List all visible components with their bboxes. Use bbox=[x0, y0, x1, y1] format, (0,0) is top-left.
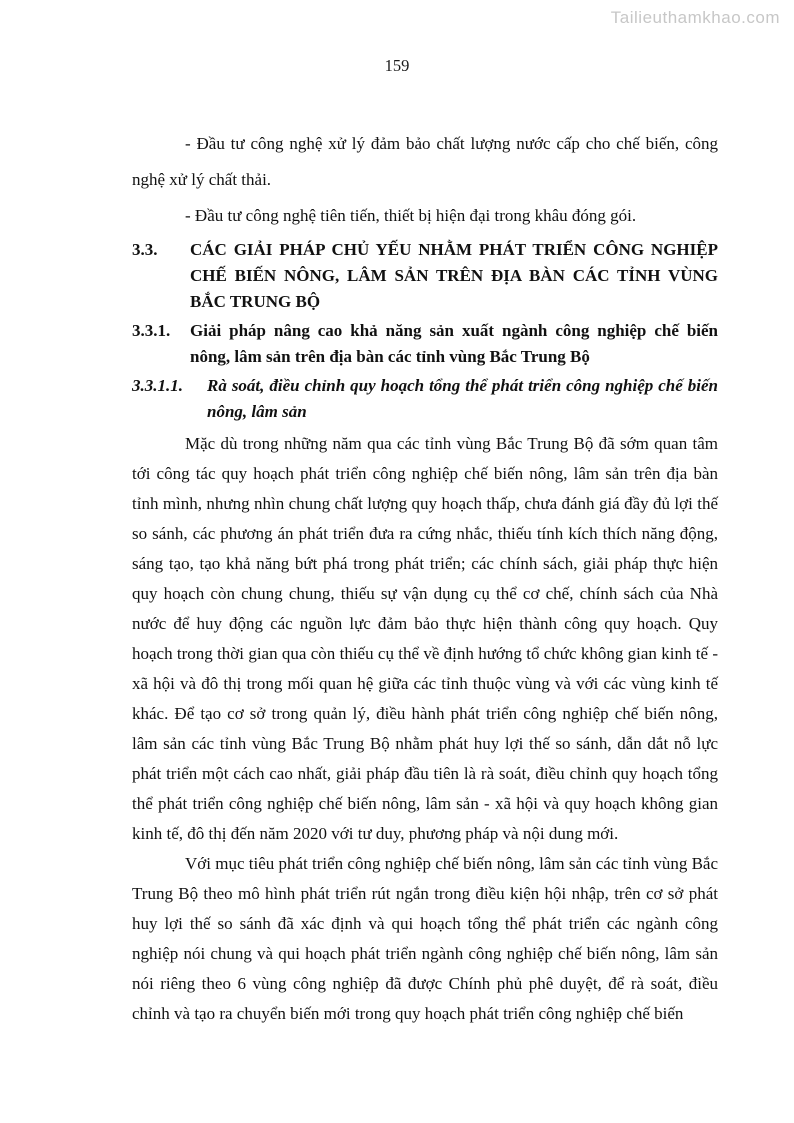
bullet-paragraph-packaging: - Đầu tư công nghệ tiên tiến, thiết bị hiện đại trong khâu đóng gói. bbox=[185, 206, 637, 225]
page-number: 159 bbox=[384, 56, 410, 75]
page-body bbox=[132, 126, 718, 1029]
heading-text: Giải pháp nâng cao khả năng sản xuất ngành công nghiệp chế biến nông, lâm sản trên địa bàn các tỉnh vùng Bắc Trung Bộ bbox=[190, 321, 718, 366]
section-heading-3-3-1-1 bbox=[132, 373, 718, 425]
heading-text: Rà soát, điều chỉnh quy hoạch tổng thể phát triển công nghiệp chế biến nông, lâm sản bbox=[207, 376, 718, 421]
body-paragraph-development-goal: Với mục tiêu phát triển công nghiệp chế biến nông, lâm sản các tỉnh vùng Bắc Trung Bộ theo mô hình phát triển rút ngắn trong điều kiện hội nhập, trên cơ sở phát huy lợi thế so sánh đã xác định và qui hoạch tổng thể phát triển các ngành công nghiệp nói chung và qui hoạch phát triển ngành công nghiệp chế biến nông, lâm sản nói riêng theo 6 vùng công nghiệp đã được Chính phủ phê duyệt, để rà soát, điều chỉnh và tạo ra chuyển biến mới trong quy hoạch phát triển công nghiệp chế biến bbox=[132, 854, 719, 1023]
heading-number: 3.3.1.1. bbox=[132, 376, 183, 395]
bullet-paragraph-water-treatment: - Đầu tư công nghệ xử lý đảm bảo chất lượng nước cấp cho chế biến, công nghệ xử lý chất thải. bbox=[132, 134, 718, 189]
body-paragraph-planning-review: Mặc dù trong những năm qua các tỉnh vùng Bắc Trung Bộ đã sớm quan tâm tới công tác quy hoạch phát triển công nghiệp chế biến nông, lâm sản trên địa bàn tỉnh mình, nhưng nhìn chung chất lượng quy hoạch thấp, chưa đánh giá đầy đủ lợi thế so sánh, các phương án phát triển đưa ra cứng nhắc, thiếu tính kích thích năng động, sáng tạo, tạo khả năng bứt phá trong phát triển; các chính sách, giải pháp thực hiện quy hoạch còn chung chung, thiếu sự vận dụng cụ thể cơ chế, chính sách của Nhà nước để huy động các nguồn lực đảm bảo thực hiện thành công quy hoạch. Quy hoạch trong thời gian qua còn thiếu cụ thể về định hướng tổ chức không gian kinh tế - xã hội và đô thị trong mối quan hệ giữa các tỉnh thuộc vùng và với các vùng kinh tế khác. Để tạo cơ sở trong quản lý, điều hành phát triển công nghiệp chế biến nông, lâm sản các tỉnh vùng Bắc Trung Bộ nhằm phát huy lợi thế so sánh, dẫn dắt nỗ lực phát triển một cách cao nhất, giải pháp đầu tiên là rà soát, điều chỉnh quy hoạch tổng thể phát triển công nghiệp chế biến nông, lâm sản - xã hội và quy hoạch không gian kinh tế, đô thị đến năm 2020 với tư duy, phương pháp và nội dung mới. bbox=[132, 434, 718, 843]
heading-number: 3.3. bbox=[132, 240, 158, 259]
heading-text: CÁC GIẢI PHÁP CHỦ YẾU NHẰM PHÁT TRIỂN CÔNG NGHIỆP CHẾ BIẾN NÔNG, LÂM SẢN TRÊN ĐỊA BÀN CÁC TỈNH VÙNG BẮC TRUNG BỘ bbox=[190, 240, 718, 311]
site-watermark: Tailieuthamkhao.com bbox=[610, 8, 780, 27]
section-heading-3-3 bbox=[132, 237, 718, 315]
heading-number: 3.3.1. bbox=[132, 321, 171, 340]
section-heading-3-3-1 bbox=[132, 318, 718, 370]
